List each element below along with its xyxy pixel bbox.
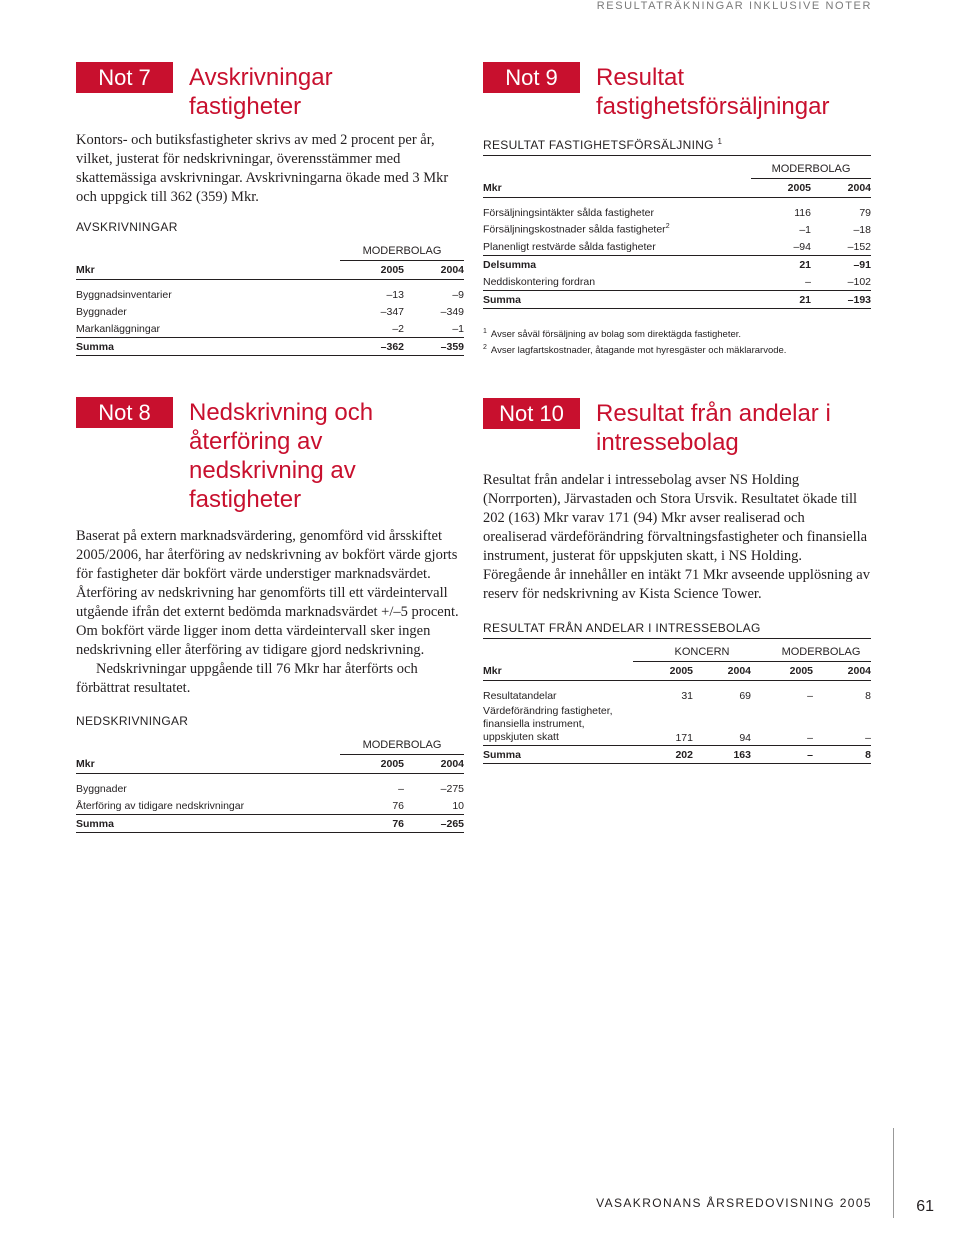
table-group-row: [483, 160, 871, 179]
footer-report-title: VASAKRONANS ÅRSREDOVISNING 2005: [596, 1196, 872, 1210]
table-header-row: Mkr 2005 2004: [483, 179, 871, 198]
running-head: RESULTATRÄKNINGAR INKLUSIVE NOTER: [596, 0, 872, 12]
table-row: Byggnader – –275: [76, 782, 464, 795]
table-row: Byggnader –347 –349: [76, 305, 464, 318]
note-9-badge: Not 9: [483, 62, 580, 93]
table-subtotal-row: Delsumma 21 –91: [483, 256, 871, 274]
table-header-row: [76, 261, 464, 280]
table-header-row: Mkr 2005 2004 2005 2004: [483, 662, 871, 681]
table-group-row: [76, 242, 464, 261]
note-10-badge: Not 10: [483, 398, 580, 429]
footnote-ref: 2: [665, 223, 670, 231]
note-8-text: [76, 527, 464, 698]
note-10: [483, 398, 871, 764]
note-10-section-label: RESULTAT FRÅN ANDELAR I INTRESSEBOLAG: [483, 621, 761, 635]
group-header-moderbolag: MODERBOLAG: [340, 736, 464, 755]
note-9-section-label: RESULTAT FASTIGHETSFÖRSÄLJNING $^1$: [483, 137, 723, 152]
table-sum-row: Summa –362 –359: [76, 338, 464, 356]
table-sum-row: Summa 21 –193: [483, 291, 871, 309]
note-7-section-label: AVSKRIVNINGAR: [76, 220, 178, 234]
note-10-title: Resultat från andelar i intressebolag: [596, 400, 831, 456]
col-header-2005: 2005: [340, 261, 404, 280]
note-8-paragraph: Nedskrivningar uppgående till 76 Mkr har återförts och förbättrat resultatet.: [76, 661, 418, 696]
note-7-text: Kontors- och butiksfastigheter skrivs av med 2 procent per år, vilket, justerat för nedskrivningar, överensstämmer med skattemässiga avskrivningar. Avskrivningarna ökade med 3 Mkr och uppgick till 362 (359) Mkr.: [76, 132, 449, 205]
footnote: $^1$ Avser såväl försäljning av bolag som direktägda fastigheter.: [483, 328, 742, 341]
table-row: Försäljningsintäkter sålda fastigheter 116 79: [483, 206, 871, 219]
note-9: [483, 62, 871, 357]
col-header-2004: 2004: [404, 261, 464, 280]
note-9-title: Resultat fastighetsförsäljningar: [596, 64, 830, 120]
table-group-row: [483, 643, 871, 662]
note-8-table: [76, 736, 464, 833]
note-10-table: [483, 643, 871, 764]
note-8-badge: Not 8: [76, 397, 173, 428]
group-header-moderbolag: MODERBOLAG: [751, 643, 871, 662]
group-header-koncern: KONCERN: [633, 643, 751, 662]
table-row: Värdeförändring fastigheter, finansiella instrument, uppskjuten skatt 171 94 – –: [483, 705, 871, 744]
section-rule: [483, 155, 871, 156]
note-10-text: Resultat från andelar i intressebolag avser NS Holding (Norrporten), Järvastaden och Stora Ursvik. Resultatet ökade till 202 (163) Mkr varav 171 (94) Mkr avser realiserad och orealiserad värdeförändring förvaltningsfastigheter och finansiella instrument, justerat för uppskjuten skatt, i NS Holding. Föregående år innehåller en intäkt 71 Mkr avseende upplösning av reserv för nedskrivning av Kista Science Tower.: [483, 472, 870, 602]
col-header-mkr: Mkr: [76, 261, 340, 280]
footnote: $^2$ Avser lagfartskostnader, åtagande mot hyresgäster och mäklararvode.: [483, 344, 787, 357]
table-group-row: [76, 736, 464, 755]
table-sum-row: Summa 76 –265: [76, 815, 464, 833]
note-9-footnotes: [483, 325, 871, 357]
footer-divider: [893, 1128, 894, 1218]
table-row: Resultatandelar 31 69 – 8: [483, 689, 871, 702]
note-7-table: [76, 242, 464, 356]
table-row: Neddiskontering fordran – –102: [483, 275, 871, 288]
note-9-header: [483, 62, 871, 121]
table-sum-row: Summa 202 163 – 8: [483, 746, 871, 764]
group-header-moderbolag: MODERBOLAG: [751, 160, 871, 179]
table-row: Försäljningskostnader sålda fastigheter$^2$ –1 –18: [483, 223, 871, 236]
table-row: Återföring av tidigare nedskrivningar 76 10: [76, 799, 464, 812]
page-number: 61: [916, 1198, 934, 1215]
note-7-badge: Not 7: [76, 62, 173, 93]
table-row: Markanläggningar –2 –1: [76, 322, 464, 335]
table-row: Planenligt restvärde sålda fastigheter –94 –152: [483, 240, 871, 253]
table-row: Byggnadsinventarier –13 –9: [76, 288, 464, 301]
note-8-header: [76, 397, 464, 514]
note-9-table: [483, 160, 871, 309]
note-10-header: [483, 398, 871, 457]
note-8-title: Nedskrivning och återföring av nedskrivning av fastigheter: [189, 399, 374, 513]
note-7: [76, 62, 464, 356]
note-7-title: Avskrivningar fastigheter: [189, 64, 333, 120]
footnote-ref: 1: [717, 137, 723, 146]
note-8-section-label: NEDSKRIVNINGAR: [76, 714, 189, 728]
note-7-header: [76, 62, 464, 121]
table-header-row: Mkr 2005 2004: [76, 755, 464, 774]
note-8-paragraph: Baserat på extern marknadsvärdering, genomförd vid årsskiftet 2005/2006, har återföring av nedskrivning av bokfört värde gjorts för fastigheter där bokfört värde understiger marknadsvärdet. Återföring av nedskrivning har genomförts till ett värdeintervall utgående ifrån det externt bedömda marknadsvärdet +/–5 procent. Om bokfört värde ligger inom detta värdeintervall sker ingen nedskrivning eller återföring av tidigare gjord nedskrivning.: [76, 528, 459, 658]
group-header-moderbolag: MODERBOLAG: [340, 242, 464, 261]
note-8: [76, 397, 464, 833]
section-rule: [483, 638, 871, 639]
